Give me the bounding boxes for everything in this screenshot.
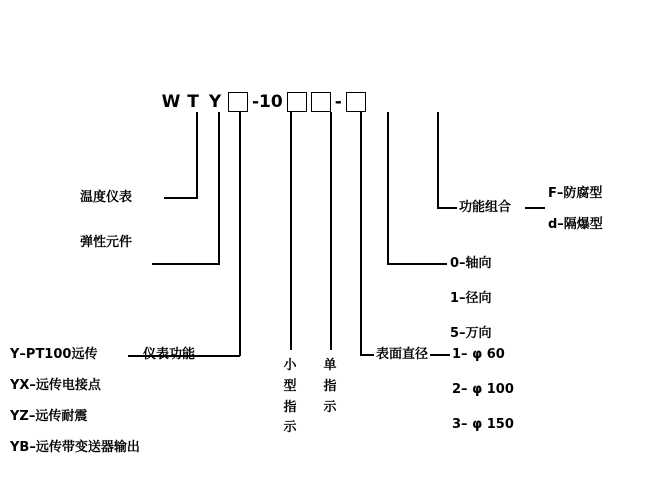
code-box-3 bbox=[311, 92, 331, 112]
leader-line-function-v bbox=[239, 112, 241, 356]
code-letter-t: T bbox=[187, 92, 199, 112]
option-direction-axial: 0–轴向 bbox=[450, 256, 492, 271]
option-anticorrosion: F–防腐型 bbox=[548, 186, 603, 201]
leader-line-diameter-v bbox=[360, 112, 362, 355]
leader-line-direction-h bbox=[387, 263, 447, 265]
code-letter-w: W bbox=[161, 92, 181, 112]
code-letter-y: Y bbox=[208, 92, 222, 112]
leader-line-small-indication bbox=[290, 112, 292, 350]
option-diameter-100: 2– φ 100 bbox=[452, 382, 514, 397]
label-function-combination: 功能组合 bbox=[459, 200, 512, 215]
label-surface-diameter: 表面直径 bbox=[376, 347, 429, 362]
option-direction-radial: 1–径向 bbox=[450, 291, 492, 306]
label-small-indication: 小 型 指 示 bbox=[283, 358, 297, 436]
label-single-indication: 单 指 示 bbox=[323, 358, 337, 415]
option-diameter-60: 1– φ 60 bbox=[452, 347, 505, 362]
code-number: -10 bbox=[252, 92, 283, 112]
code-box-1 bbox=[228, 92, 248, 112]
code-dash: - bbox=[334, 92, 342, 112]
code-box-4 bbox=[346, 92, 366, 112]
code-box-2 bbox=[287, 92, 307, 112]
option-explosionproof: d–隔爆型 bbox=[548, 217, 603, 232]
leader-line-elastic-h bbox=[152, 263, 220, 265]
label-instrument-function: 仪表功能 bbox=[143, 347, 196, 362]
leader-line-funccomb-v bbox=[437, 112, 439, 208]
option-diameter-150: 3– φ 150 bbox=[452, 417, 514, 432]
option-direction-universal: 5–万向 bbox=[450, 326, 492, 341]
label-temperature-instrument: 温度仪表 bbox=[80, 190, 133, 205]
label-y-pt100: Y–PT100远传 bbox=[10, 347, 98, 362]
leader-line-elastic-v bbox=[218, 112, 220, 264]
label-yz: YZ–远传耐震 bbox=[10, 409, 88, 424]
leader-line-funccomb-h bbox=[437, 207, 457, 209]
label-yb: YB–远传带变送器输出 bbox=[10, 440, 140, 455]
label-yx: YX–远传电接点 bbox=[10, 378, 101, 393]
leader-line-funccomb-options bbox=[525, 207, 545, 209]
model-code bbox=[160, 92, 368, 112]
leader-line-direction-v bbox=[387, 112, 389, 264]
leader-line-diameter-h bbox=[360, 354, 374, 356]
leader-line-temperature-v bbox=[196, 112, 198, 198]
label-elastic-element: 弹性元件 bbox=[80, 235, 133, 250]
leader-line-single-indication bbox=[330, 112, 332, 350]
leader-line-temperature-h bbox=[164, 197, 198, 199]
leader-line-diameter-options bbox=[430, 354, 450, 356]
